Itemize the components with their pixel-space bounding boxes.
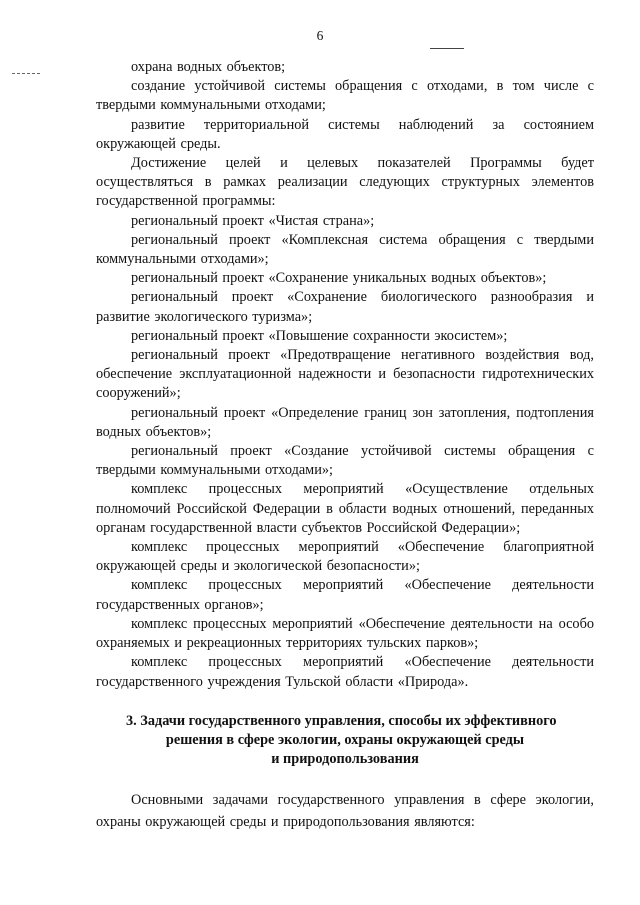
section-heading-line: решения в сфере экологии, охраны окружающей среды (165, 731, 525, 748)
list-item: комплекс процессных мероприятий «Обеспечение деятельности государственных органов»; (96, 577, 594, 613)
list-item: создание устойчивой системы обращения с отходами, в том числе с твердыми коммунальными отходами; (96, 78, 594, 114)
document-body (96, 58, 594, 833)
list-item: охрана водных объектов; (131, 59, 286, 75)
section-heading (96, 712, 594, 770)
page-number: 6 (316, 28, 324, 43)
paragraph: Достижение целей и целевых показателей Программы будет осуществляться в рамках реализации следующих структурных элементов государственной программы: (96, 155, 594, 210)
scan-artifact-line (430, 48, 464, 49)
list-item: комплекс процессных мероприятий «Осуществление отдельных полномочий Российской Федерации в области водных отношений, переданных органам государственной власти субъектов Российской Федерации»; (96, 481, 594, 536)
list-item: комплекс процессных мероприятий «Обеспечение деятельности на особо охраняемых и рекреационных территориях тульских парков»; (96, 615, 594, 652)
list-item: региональный проект «Сохранение уникальных водных объектов»; (131, 270, 547, 287)
section-intro-paragraph: Основными задачами государственного управления в сфере экологии, охраны окружающей среды и природопользования являются: (96, 792, 594, 831)
list-item: региональный проект «Предотвращение негативного воздействия вод, обеспечение эксплуатационной надежности и безопасности гидротехнических сооружений»; (96, 347, 594, 402)
list-item: региональный проект «Определение границ зон затопления, подтопления водных объектов»; (96, 404, 594, 440)
list-item: комплекс процессных мероприятий «Обеспечение деятельности государственного учреждения Тульской области «Природа». (96, 654, 594, 690)
list-item: региональный проект «Создание устойчивой системы обращения с твердыми коммунальными отходами»; (96, 443, 594, 479)
list-item: региональный проект «Сохранение биологического разнообразия и развитие экологического туризма»; (96, 289, 594, 325)
scan-artifact-mark (12, 73, 40, 74)
section-heading-line: и природопользования (271, 751, 419, 768)
list-item: региональный проект «Комплексная система обращения с твердыми коммунальными отходами»; (96, 231, 594, 268)
list-item: региональный проект «Чистая страна»; (131, 212, 375, 229)
section-heading-line: 3. Задачи государственного управления, способы их эффективного (126, 712, 557, 729)
list-item: развитие территориальной системы наблюдений за состоянием окружающей среды. (96, 116, 594, 152)
list-item: комплекс процессных мероприятий «Обеспечение благоприятной окружающей среды и экологической безопасности»; (96, 539, 594, 575)
list-item: региональный проект «Повышение сохранности экосистем»; (131, 327, 508, 344)
